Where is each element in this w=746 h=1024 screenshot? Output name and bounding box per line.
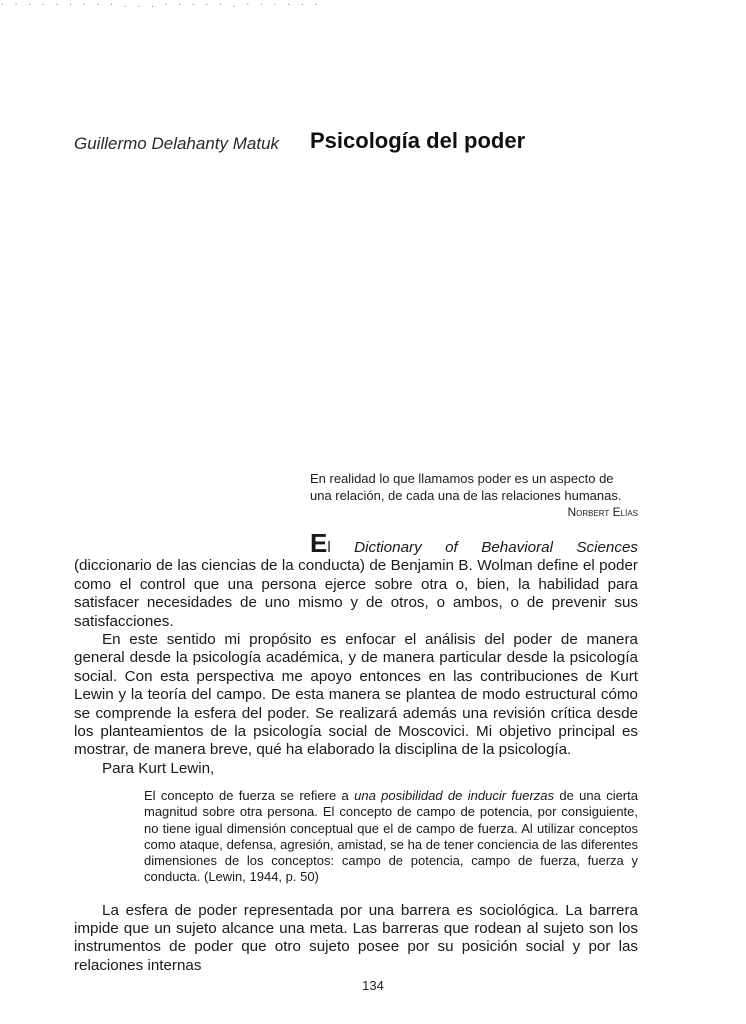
book-title: Dictionary of Behavioral Sciences — [354, 539, 639, 556]
chapter-title: Psicología del poder — [310, 128, 526, 153]
author-name: Guillermo Delahanty Matuk — [74, 134, 280, 153]
scan-artifact: · · · · · · · · · . . . · · · · · . · · · · · · — [0, 0, 321, 9]
paragraph: Para Kurt Lewin, — [102, 759, 215, 777]
paragraph: La esfera de poder representada por una barrera es sociológica. La barrera impide que un sujeto alcance una meta. Las barreras que rodean al sujeto son los instrumentos de poder que otro sujeto posee por su posición social y por las relaciones internas — [74, 901, 638, 974]
block-quote: El concepto de fuerza se refiere a una posibilidad de inducir fuerzas de una cierta magnitud sobre otra persona. El concepto de campo de potencia, por consiguiente, no tiene igual dimensión conceptual que el de campo de fuerza. Al utilizar conceptos como ataque, defensa, agresión, amistad, se ha de tener conciencia de las diferentes dimensiones de los conceptos: campo de potencia, campo de fuerza, fuerza y conducta. (Lewin, 1944, p. 50) — [144, 788, 638, 885]
epigraph-line: En realidad lo que llamamos poder es un aspecto de — [310, 471, 614, 486]
page-number: 134 — [362, 978, 384, 993]
epigraph — [310, 470, 638, 521]
paragraph-intro: El Dictionary of Behavioral Sciences (diccionario de las ciencias de la conducta) de Benjamin B. Wolman define el poder como el control que una persona ejerce sobre otra o, bien, la habilidad para satisfacer necesidades de uno mismo y de otros, o ambos, o de prevenir sus satisfacciones. — [74, 528, 639, 630]
page-header — [74, 128, 674, 162]
drop-cap: E — [310, 528, 328, 558]
paragraph: En este sentido mi propósito es enfocar el análisis del poder de manera general desde la psicología académica, y de manera particular desde la psicología social. Con esta perspectiva me apoyo entonces en las contribuciones de Kurt Lewin y la teoría del campo. De esta manera se plantea de modo estructural cómo se comprende la esfera del poder. Se realizará además una revisión crítica desde los planteamientos de la psicología social de Moscovici. Mi objetivo principal es mostrar, de manera breve, qué ha elaborado la disciplina de la psicología. — [74, 631, 638, 759]
body-text — [74, 528, 639, 975]
epigraph-source: Norbert Elías — [567, 505, 638, 519]
epigraph-line: una relación, de cada una de las relaciones humanas. — [310, 488, 622, 503]
